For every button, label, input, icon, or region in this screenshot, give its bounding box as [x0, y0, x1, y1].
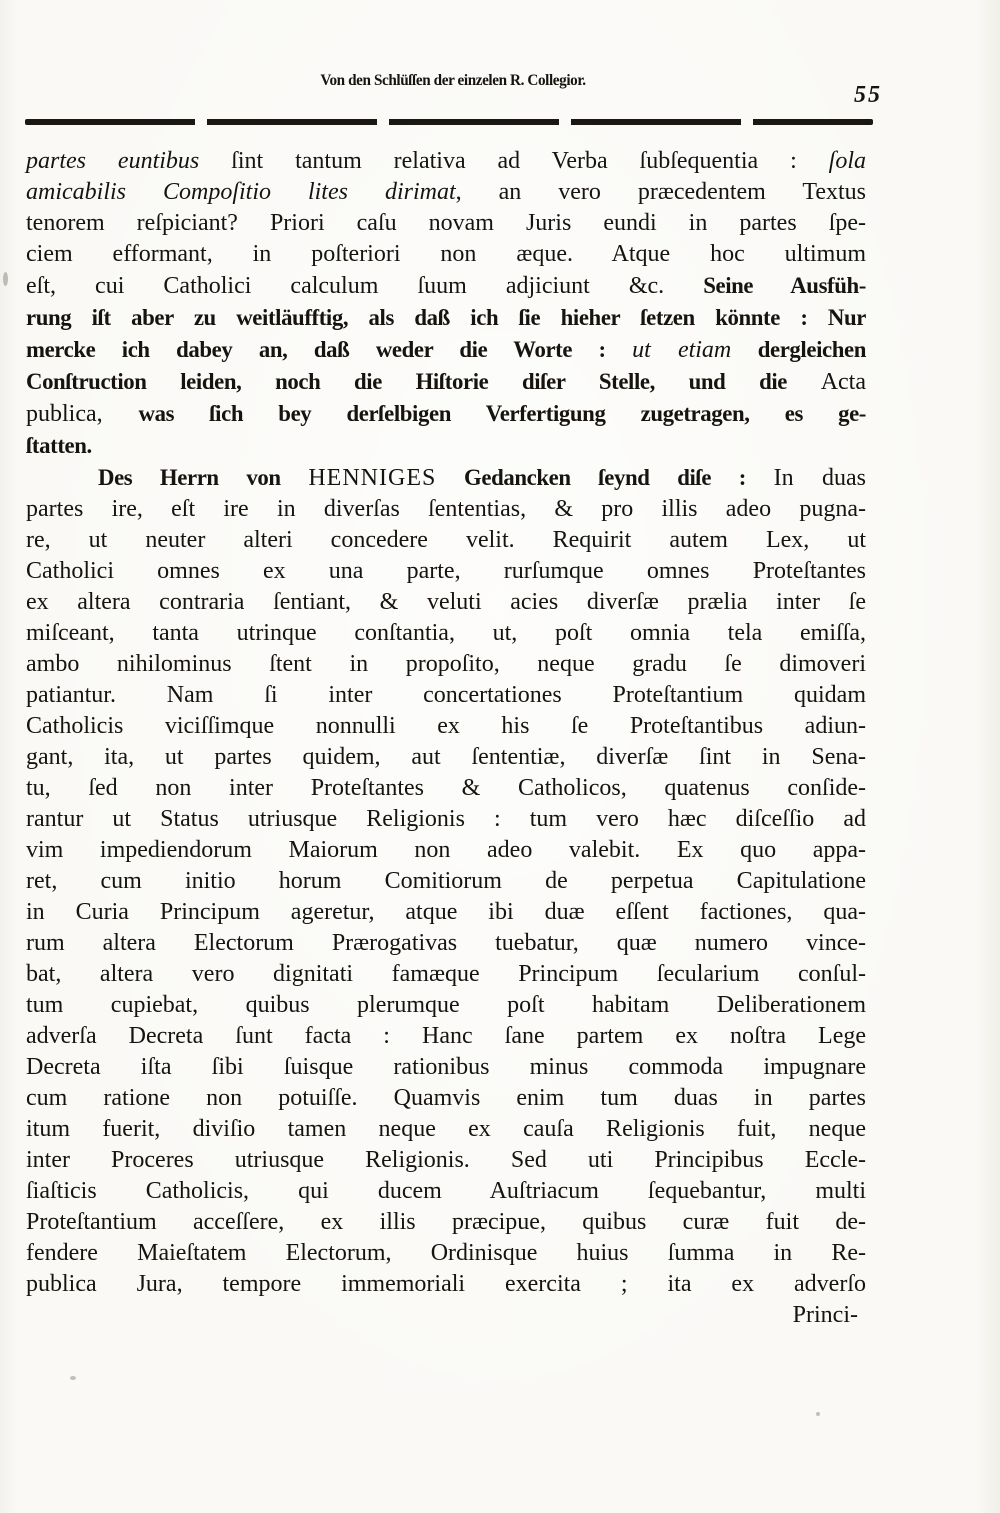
text-segment: re, ut neuter alteri concedere velit. Requirit autem Lex, ut: [26, 527, 866, 553]
text-segment: publica Jura, tempore immemoriali exercita ; ita ex adverſo: [26, 1271, 866, 1297]
text-segment: Conſtruction leiden, noch die Hiſtorie diſer Stelle, und die: [26, 369, 821, 394]
text-segment: Proteſtantium acceſſere, ex illis præcipue, quibus curæ fuit de-: [26, 1209, 866, 1235]
text-line: [26, 990, 866, 1021]
text-segment: ſiaſticis Catholicis, qui ducem Auſtriacum ſequebantur, multi: [26, 1178, 866, 1204]
text-line: [26, 1021, 866, 1052]
text-segment: adverſa Decreta ſunt facta : Hanc ſane partem ex noſtra Lege: [26, 1023, 866, 1049]
text-segment: ret, cum initio horum Comitiorum de perpetua Capitulatione: [26, 868, 866, 894]
text-segment: ut etiam: [632, 337, 732, 363]
text-segment: was ſich bey derſelbigen Verfertigung zugetragen, es ge-: [138, 401, 866, 426]
text-line: [26, 1052, 866, 1083]
text-segment: ciem efformant, in poſteriori non æque. Atque hoc ultimum: [26, 241, 866, 267]
text-line: [26, 270, 866, 302]
text-line: [26, 556, 866, 587]
text-segment: rantur ut Status utriusque Religionis : tum vero hæc diſceſſio ad: [26, 806, 866, 832]
text-line: [26, 494, 866, 525]
text-segment: gant, ita, ut partes quidem, aut ſententiæ, diverſæ ſint in Sena-: [26, 744, 866, 770]
text-segment: Acta: [820, 369, 866, 395]
text-segment: cum ratione non potuiſſe. Quamvis enim tum duas in partes: [26, 1085, 866, 1111]
text-segment: tenorem reſpiciant? Priori caſu novam Juris eundi in partes ſpe-: [26, 210, 866, 236]
text-segment: vim impediendorum Maiorum non adeo valebit. Ex quo appa-: [26, 837, 866, 863]
text-line: [26, 1207, 866, 1238]
text-segment: miſceant, tanta utrinque conſtantia, ut, poſt omnia tela emiſſa,: [26, 620, 866, 646]
text-line: [26, 773, 866, 804]
text-segment: mercke ich dabey an, daß weder die Worte :: [26, 337, 633, 362]
text-line: [26, 525, 866, 556]
text-segment: , an vero præcedentem Textus: [455, 179, 866, 205]
header-title: Von den Schlüſſen der einzelen R. Collegior.: [320, 71, 586, 90]
text-line: [26, 835, 866, 866]
text-line: [26, 711, 866, 742]
text-segment: Decreta iſta ſibi ſuisque rationibus minus commoda impugnare: [26, 1054, 866, 1080]
text-line: [26, 1145, 866, 1176]
text-segment: partes euntibus: [26, 148, 200, 174]
text-line: [26, 177, 866, 208]
header-rule: [25, 119, 873, 125]
paragraph: [26, 462, 866, 1300]
text-line: [26, 618, 866, 649]
text-segment: inter Proceres utriusque Religionis. Sed uti Principibus Eccle-: [26, 1147, 866, 1173]
text-line: [26, 302, 866, 334]
text-segment: Seine Ausfüh-: [703, 273, 866, 298]
paragraph: [26, 146, 866, 462]
text-segment: rum altera Electorum Prærogativas tuebatur, quæ numero vince-: [26, 930, 866, 956]
text-segment: ſint tantum relativa ad Verba ſubſequentia :: [199, 148, 829, 174]
text-line: [26, 649, 866, 680]
text-line: [26, 146, 866, 177]
text-segment: in Curia Principum ageretur, atque ibi duæ eſſent factiones, qua-: [26, 899, 866, 925]
text-line: [26, 680, 866, 711]
text-line: [26, 587, 866, 618]
text-line: [26, 804, 866, 835]
text-segment: Des Herrn von: [98, 465, 309, 490]
catchword: Princi-: [792, 1302, 858, 1328]
scan-speck: [816, 1412, 820, 1416]
text-line: [26, 742, 866, 773]
text-segment: partes ire, eſt ire in diverſas ſententias, & pro illis adeo pugna-: [26, 496, 866, 522]
text-segment: amicabilis Compoſitio lites dirimat: [26, 179, 456, 205]
catchword-row: [26, 1300, 866, 1331]
text-segment: tum cupiebat, quibus plerumque poſt habitam Deliberationem: [26, 992, 866, 1018]
text-line: [26, 1114, 866, 1145]
text-line: [26, 959, 866, 990]
text-segment: itum fuerit, diviſio tamen neque ex cauſa Religionis fuit, neque: [26, 1116, 866, 1142]
text-line: [26, 1176, 866, 1207]
text-segment: In duas: [773, 465, 866, 491]
text-line: [26, 366, 866, 398]
text-segment: eſt, cui Catholici calculum ſuum adjiciunt &c.: [26, 273, 704, 299]
scan-speck: [70, 1376, 76, 1380]
text-segment: publica,: [26, 401, 139, 427]
text-segment: Gedancken ſeynd diſe :: [436, 465, 774, 490]
scan-speck: [3, 272, 8, 286]
running-header: [26, 72, 880, 114]
text-segment: Catholicis viciſſimque nonnulli ex his ſe Proteſtantibus adiun-: [26, 713, 866, 739]
text-segment: tu, ſed non inter Proteſtantes & Catholicos, quatenus conſide-: [26, 775, 866, 801]
text-line: [26, 1238, 866, 1269]
text-line: [26, 897, 866, 928]
text-line: [26, 239, 866, 270]
text-line: [26, 1269, 866, 1300]
text-segment: bat, altera vero dignitati famæque Principum ſecularium conſul-: [26, 961, 866, 987]
text-segment: ſola: [828, 148, 866, 174]
text-line: [26, 208, 866, 239]
text-line: [26, 928, 866, 959]
text-line: [26, 1083, 866, 1114]
text-block: [26, 146, 866, 1331]
text-segment: ambo nihilominus ſtent in propoſito, neque gradu ſe dimoveri: [26, 651, 866, 677]
text-line: [26, 334, 866, 366]
text-line: [26, 462, 866, 494]
text-segment: Catholici omnes ex una parte, rurſumque omnes Proteſtantes: [26, 558, 866, 584]
text-segment: dergleichen: [731, 337, 866, 362]
text-segment: fendere Maieſtatem Electorum, Ordinisque huius ſumma in Re-: [26, 1240, 866, 1266]
text-line: [26, 430, 866, 462]
text-segment: ex altera contraria ſentiant, & veluti acies diverſæ prælia inter ſe: [26, 589, 866, 615]
text-line: [26, 398, 866, 430]
text-segment: HENNIGES: [308, 465, 437, 491]
text-segment: rung iſt aber zu weitläufftig, als daß ich ſie hieher ſetzen könnte : Nur: [26, 305, 866, 330]
text-line: [26, 866, 866, 897]
text-segment: patiantur. Nam ſi inter concertationes Proteſtantium quidam: [26, 682, 866, 708]
text-segment: ſtatten.: [26, 433, 92, 458]
page-number: 55: [854, 82, 882, 108]
